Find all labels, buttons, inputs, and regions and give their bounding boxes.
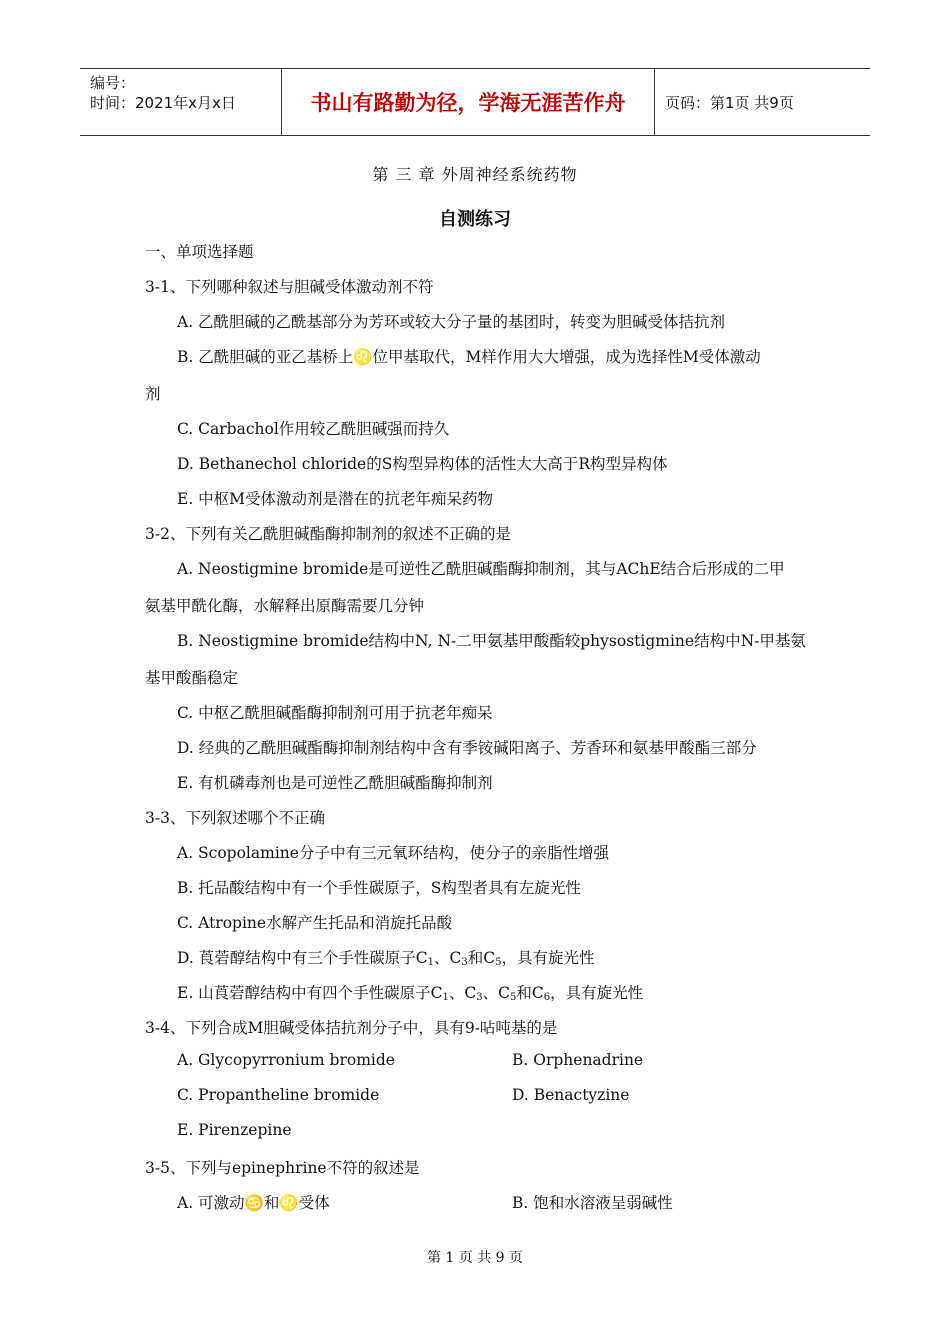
page-footer: 第 1 页 共 9 页 [426,1250,524,1266]
question-3-3-option-b: B. 托品酸结构中有一个手性碳原子，S构型者具有左旋光性 [177,879,581,897]
option-text: ，具有旋光性 [501,949,595,967]
question-3-4-option-c: C. Propantheline bromide [177,1086,380,1104]
question-3-4-option-a: A. Glycopyrronium bromide [177,1051,395,1069]
subscript: 1 [442,992,449,1003]
question-3-2-stem: 3-2、下列有关乙酰胆碱酯酶抑制剂的叙述不正确的是 [145,525,511,543]
question-3-3-option-a: A. Scopolamine分子中有三元氧环结构，使分子的亲脂性增强 [177,844,609,862]
question-3-1-option-d: D. Bethanechol chloride的S构型异构体的活性大大高于R构型异构体 [177,455,668,473]
question-3-1-option-c: C. Carbachol作用较乙酰胆碱强而持久 [177,420,450,438]
header-meta [80,69,281,135]
subscript: 3 [461,957,468,968]
header-page-number: 页码：第1页 共9页 [665,93,794,112]
part-title: 一、单项选择题 [145,243,254,261]
question-3-4-stem: 3-4、下列合成M胆碱受体拮抗剂分子中，具有9-呫吨基的是 [145,1019,558,1037]
question-3-4-option-b: B. Orphenadrine [512,1051,644,1069]
question-3-1-option-a: A. 乙酰胆碱的乙酰基部分为芳环或较大分子量的基团时，转变为胆碱受体拮抗剂 [177,313,726,331]
question-3-5-option-a: A. 可激动♋和♌受体 [177,1194,330,1212]
question-3-3-option-c: C. Atropine水解产生托品和消旋托品酸 [177,914,453,932]
option-text: E. 山莨菪醇结构中有四个手性碳原子C [177,984,443,1002]
question-3-3-option-d [177,946,594,968]
page-header [80,68,870,136]
option-text: 和C [516,984,544,1002]
question-3-3-option-e [177,981,643,1003]
question-3-2-option-b-cont: 基甲酸酯稳定 [145,669,239,687]
question-3-2-option-a: A. Neostigmine bromide是可逆性乙酰胆碱酯酶抑制剂，其与AChE结合后形成的二甲 [177,560,785,578]
question-3-1-option-b: B. 乙酰胆碱的亚乙基桥上♌位甲基取代，M样作用大大增强，成为选择性M受体激动 [177,348,761,366]
question-3-2-option-d: D. 经典的乙酰胆碱酯酶抑制剂结构中含有季铵碱阳离子、芳香环和氨基甲酸酯三部分 [177,739,757,757]
question-3-2-option-c: C. 中枢乙酰胆碱酯酶抑制剂可用于抗老年痴呆 [177,704,493,722]
question-3-5-stem: 3-5、下列与epinephrine不符的叙述是 [145,1159,420,1177]
question-3-5-option-b: B. 饱和水溶液呈弱碱性 [512,1194,673,1212]
question-3-2-option-b: B. Neostigmine bromide结构中N, N-二甲氨基甲酸酯较physostigmine结构中N-甲基氨 [177,632,806,650]
option-text: 、C [433,949,462,967]
question-3-2-option-a-cont: 氨基甲酰化酶，水解释出原酶需要几分钟 [145,597,425,615]
question-3-1-option-b-cont: 剂 [145,385,161,403]
option-text: 、C [482,984,511,1002]
subscript: 1 [427,957,434,968]
subscript: 5 [495,957,502,968]
header-motto: 书山有路勤为径，学海无涯苦作舟 [281,69,655,135]
header-number: 编号： [90,74,136,92]
question-3-4-option-d: D. Benactyzine [512,1086,630,1104]
question-3-3-stem: 3-3、下列叙述哪个不正确 [145,809,325,827]
question-3-1-option-e: E. 中枢M受体激动剂是潜在的抗老年痴呆药物 [177,490,494,508]
option-text: 和C [467,949,496,967]
subscript: 3 [476,992,483,1003]
section-title: 自测练习 [439,209,511,230]
question-3-2-option-e: E. 有机磷毒剂也是可逆性乙酰胆碱酯酶抑制剂 [177,774,493,792]
header-time: 时间：2021年x月x日 [90,94,236,112]
question-3-4-option-e: E. Pirenzepine [177,1121,292,1139]
option-text: ，具有旋光性 [550,984,644,1002]
option-text: D. 莨菪醇结构中有三个手性碳原子C [177,949,428,967]
option-text: 、C [448,984,477,1002]
subscript: 6 [543,992,551,1003]
subscript: 5 [510,992,517,1003]
question-3-1-stem: 3-1、下列哪种叙述与胆碱受体激动剂不符 [145,278,434,296]
chapter-title: 第 三 章 外周神经系统药物 [372,165,578,184]
